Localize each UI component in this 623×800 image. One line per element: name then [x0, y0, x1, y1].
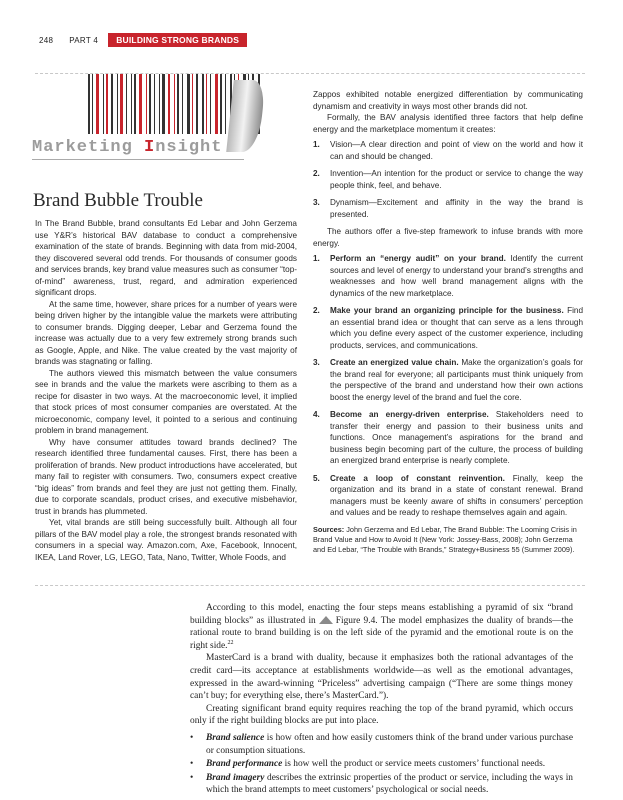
barcode-stripe: [177, 74, 179, 134]
footnote-ref[interactable]: 22: [227, 639, 234, 646]
page-curl-graphic: [226, 80, 266, 152]
barcode-stripe: [220, 74, 222, 134]
paragraph: The authors offer a five-step framework to infuse brands with more energy.: [313, 227, 583, 248]
list-text: Finally, keep the organization and its brand in a state of constant renewal. Brand managers must be keenly aware of shifts in consumers’ perception and values and be ready to reshape themselves again and again.: [330, 473, 583, 517]
list-item: [190, 732, 573, 757]
barcode-stripe: [202, 74, 204, 134]
step-heading: Create an energized value chain.: [330, 358, 459, 367]
barcode-stripe: [134, 74, 136, 134]
barcode-stripe: [196, 74, 198, 134]
list-number: 3.: [313, 198, 320, 207]
list-text: is how well the product or service meets customers’ functional needs.: [282, 759, 546, 770]
sources-note: [313, 525, 583, 555]
barcode-stripe: [192, 74, 193, 134]
bullet-icon: •: [190, 732, 194, 743]
barcode-stripe: [174, 74, 175, 134]
barcode-stripe: [149, 74, 151, 134]
list-item: [190, 772, 573, 797]
list-number: 3.: [313, 358, 320, 367]
bullet-icon: •: [190, 759, 194, 770]
list-number: 4.: [313, 410, 320, 419]
list-text: Identify the current sources and level of energy to understand your brand’s strengths and weaknesses and how well brand management aligns with the dynamics of the new marketplace.: [330, 254, 583, 298]
paragraph: At the same time, however, share prices for a number of years were being driven higher by the intangible value the markets were attributing to consumer brands. Digging deeper, Lebar and Gerzema found the increase was actually due to a very few extremely strong brands such as Google, Apple, and Nike. The value created by the vast majority of brands was stagnating or falling.: [35, 299, 297, 366]
barcode-stripe: [88, 74, 90, 134]
paragraph: The authors viewed this mismatch between the value consumers see in brands and the value the markets were ascribing to them as a recipe for disaster in two ways. At the macroeconomic level, it implied that stock prices of most consumer companies are overstated. At the microeconomic, company level, it pointed to a serious and continuing problem in brand management.: [35, 368, 297, 435]
label-highlight: I: [144, 138, 156, 157]
barcode-stripe: [210, 74, 211, 134]
text-run: According to this model, enacting the four steps means establishing a pyramid of six “brand building blocks” as illustrated in: [190, 603, 573, 626]
part-label: PART 4: [69, 35, 99, 45]
barcode-stripe: [126, 74, 127, 134]
barcode-stripe: [159, 74, 160, 134]
list-text: Stakeholders need to transfer their energy and passion to their business units and functions. Once management’s aspirations for the brand and business begin becoming part of the culture, the process of building an energized brand enterprise is nearly complete.: [330, 410, 583, 465]
barcode-stripe: [131, 74, 132, 134]
list-number: 2.: [313, 169, 320, 178]
list-item: [190, 758, 573, 771]
barcode-stripe: [92, 74, 93, 134]
barcode-stripe: [117, 74, 118, 134]
barcode-stripe: [111, 74, 113, 134]
label-prefix: Marketing: [32, 138, 145, 157]
list-text: Invention—An intention for the product or service to change the way people think, feel, and behave.: [330, 169, 583, 190]
box-title: Brand Bubble Trouble: [33, 190, 203, 211]
bullet-icon: •: [190, 772, 194, 783]
barcode-stripe: [106, 74, 108, 134]
barcode-stripe: [146, 74, 147, 134]
barcode-stripe: [187, 74, 190, 134]
barcode-stripe: [154, 74, 155, 134]
building-blocks-list: [190, 732, 573, 797]
paragraph: MasterCard is a brand with duality, because it emphasizes both the rational advantages of the credit card—its acceptance at establishments worldwide—as well as the emotional advantages, expressed in the award-winning “Priceless” advertising campaign (“There are some things money can’t buy; for everything else, there’s MasterCard.”).: [190, 653, 573, 702]
list-text: describes the extrinsic properties of the product or service, including the ways in which the brand attempts to meet customers’ psychological or social needs.: [206, 772, 573, 796]
list-text: Dynamism—Excitement and affinity in the way the brand is presented.: [330, 198, 583, 219]
section-banner: BUILDING STRONG BRANDS: [108, 33, 247, 47]
term: Brand imagery: [206, 772, 265, 783]
paragraph: Why have consumer attitudes toward brands declined? The research identified three fundamental causes. First, there has been a proliferation of brands. New product introductions have accelerated, but many fail to register with consumers. Two, consumers expect creative “big ideas” from brands and feel they are just not getting them. Finally, due to corporate scandals, product crises, and executive misbehavior, trust in brands has plummeted.: [35, 437, 297, 516]
list-number: 2.: [313, 306, 320, 315]
sources-label: Sources:: [313, 524, 345, 534]
running-header: [39, 33, 247, 47]
marketing-insight-label: [32, 138, 222, 157]
label-underline: [32, 159, 244, 160]
barcode-stripe: [168, 74, 170, 134]
page-number: 248: [39, 35, 54, 45]
list-item: [313, 139, 583, 162]
list-item: [313, 197, 583, 220]
paragraph: Yet, vital brands are still being successfully built. Although all four pillars of the BAV model play a role, the strongest brands resonated with consumers in a special way. Amazon.com, Axe, Facebook, Innocent, IKEA, Land Rover, LG, LEGO, Tata, Nano, Twitter, Whole Foods, and: [35, 518, 297, 562]
list-item: [313, 473, 583, 519]
step-heading: Make your brand an organizing principle for the business.: [330, 306, 564, 315]
right-column: [313, 89, 583, 555]
term: Brand salience: [206, 732, 265, 743]
paragraph: Creating significant brand equity requires reaching the top of the brand pyramid, which occurs only if the right building blocks are put into place.: [190, 703, 573, 727]
barcode-stripe: [103, 74, 104, 134]
paragraph: Formally, the BAV analysis identified three factors that help define energy and the marketplace momentum it creates:: [313, 113, 583, 134]
list-number: 1.: [313, 254, 320, 263]
paragraph: In The Brand Bubble, brand consultants Ed Lebar and John Gerzema use Y&R’s historical BAV database to conduct a comprehensive examination of the state of brands. Beginning with data from mid-2004, they discovered several odd trends. For thousands of consumer goods and services brands, key brand value measures such as consumer “top-of-mind” awareness, trust, regard, and admiration experienced significant drops.: [35, 219, 297, 297]
left-column: [35, 218, 297, 563]
list-item: [313, 409, 583, 467]
barcode-stripe: [215, 74, 218, 134]
barcode-stripe: [162, 74, 165, 134]
barcode-stripe: [120, 74, 123, 134]
step-list: [313, 253, 583, 519]
list-item: [313, 357, 583, 403]
term: Brand performance: [206, 759, 283, 770]
list-item: [313, 305, 583, 351]
step-heading: Perform an “energy audit” on your brand.: [330, 254, 506, 263]
barcode-stripe: [182, 74, 183, 134]
step-heading: Create a loop of constant reinvention.: [330, 473, 505, 483]
list-text: Vision—A clear direction and point of view on the world and how it can and should be changed.: [330, 140, 583, 161]
barcode-stripe: [206, 74, 207, 134]
list-text: is how often and how easily customers think of the brand under various purchase or consumption situations.: [206, 732, 573, 756]
label-suffix: nsight: [155, 138, 223, 157]
pyramid-icon: [319, 616, 333, 624]
main-text: [190, 602, 573, 798]
barcode-stripe: [96, 74, 99, 134]
list-text: Find an essential brand idea or thought that can serve as a lens through which you define every aspect of the customer experience, including products, services, and communications.: [330, 306, 584, 350]
barcode-stripe: [139, 74, 142, 134]
bottom-divider: [35, 585, 585, 586]
paragraph: [190, 602, 573, 652]
list-item: [313, 168, 583, 191]
list-number: 1.: [313, 140, 320, 149]
list-number: 5.: [313, 473, 320, 483]
barcode-stripe: [225, 74, 226, 134]
sources-text: John Gerzema and Ed Lebar, The Brand Bubble: The Looming Crisis in Brand Value and How to Avoid It (New York: Jossey-Bass, 2008); John Gerzema and Ed Lebar, “The Trouble with Brands,” Strategy+Business 55 (Summer 2009).: [313, 524, 577, 554]
factor-list: [313, 139, 583, 220]
step-heading: Become an energy-driven enterprise.: [330, 410, 489, 419]
text-run: Figure 9.4. The model emphasizes the duality of brands—the rational route to brand building is on the left side of the pyramid and the emotional route is on the right side.: [190, 615, 573, 651]
list-text: Make the organization’s goals for the brand real for everyone; all participants must think uniquely from the perspective of the brand and understand how their own actions boost the energy level of the brand and fuel the core.: [330, 358, 583, 402]
paragraph: Zappos exhibited notable energized differentiation by communicating dynamism and creativity in ways most other brands did not.: [313, 90, 583, 111]
list-item: [313, 253, 583, 299]
